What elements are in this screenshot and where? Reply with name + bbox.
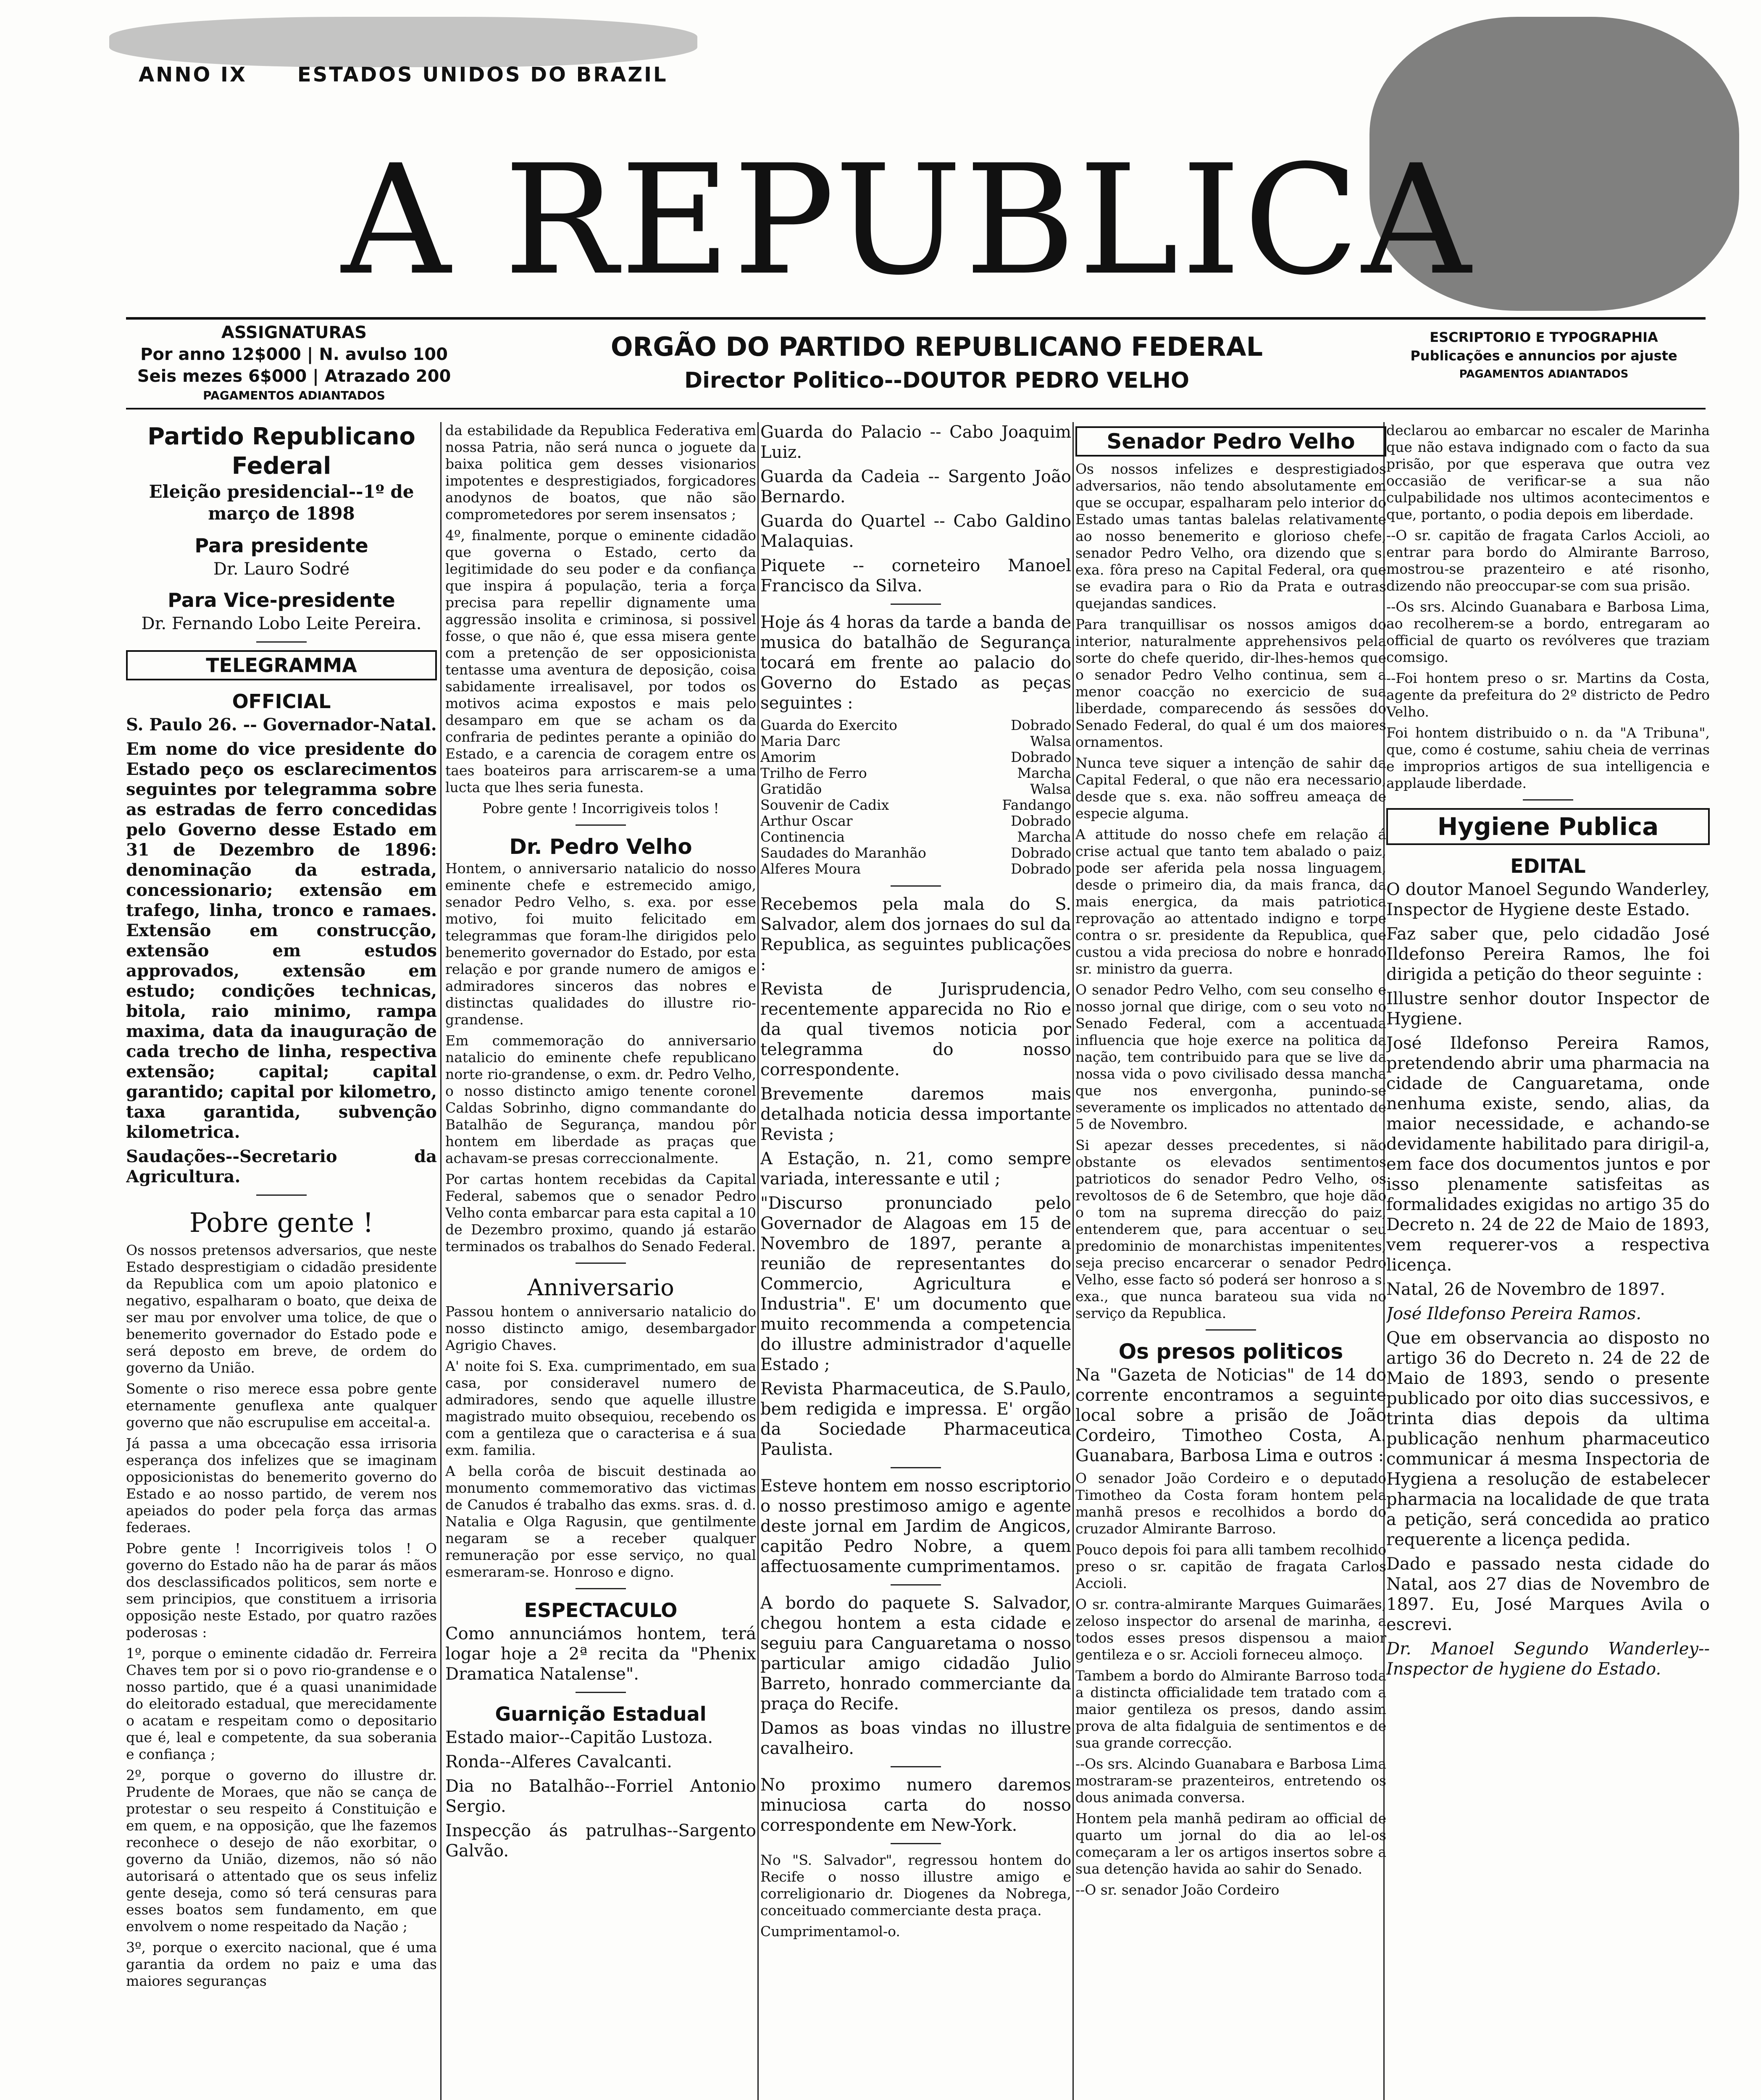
divider: [576, 1263, 626, 1264]
vice-president-name: Dr. Fernando Lobo Leite Pereira.: [141, 614, 422, 633]
pedro-velho-heading: Dr. Pedro Velho: [509, 835, 692, 859]
article-paragraph: Os nossos infelizes e desprestigiados adversarios, não tendo absolutamente em que se occupar, espalharam pelo interior do Estado umas tantas balelas relativamente ao nosso benemerito e glorioso chefe, senador Pedro Velho, ora dizendo que s. exa. fôra preso na Capital Federal, ora que se evadira para o Rio da Prata e outras quejandas sandices.: [1075, 461, 1386, 612]
divider: [576, 824, 626, 826]
article-paragraph: A bella corôa de biscuit destinada ao monumento commemorativo das victimas de Canudos é trabalho das exms. sras. d. d. Natalia e Olga Ragusin, que gentilmente negaram se a receber qualquer remuneração por esse serviço, no qual esmeraram-se. Honroso e digno.: [445, 1463, 756, 1580]
spectacle-heading: ESPECTACULO: [524, 1599, 678, 1622]
article-paragraph: No "S. Salvador", regressou hontem do Recife o nosso illustre amigo e correligionario dr. Diogenes da Nobrega, conceituado commerciante desta praça.: [760, 1852, 1071, 1919]
telegram-signature: Saudações--Secretario da Agricultura.: [126, 1147, 437, 1186]
column-4: [1075, 422, 1386, 2100]
garrison-line: Inspecção ás patrulhas--Sargento Galvão.: [445, 1821, 756, 1861]
garrison-heading: Guarnição Estadual: [495, 1703, 707, 1725]
anniversary-heading: Anniversario: [527, 1274, 674, 1301]
article-paragraph: O senador João Cordeiro e o deputado Timotheo da Costa foram hontem pela manhã presos e recolhidos a bordo do cruzador Almirante Barroso.: [1075, 1470, 1386, 1537]
article-paragraph: --O sr. capitão de fragata Carlos Accioli, ao entrar para bordo do Almirante Barroso, mostrou-se prazenteiro e até risonho, dizendo não preoccupar-se com sua prisão.: [1386, 527, 1710, 594]
article-paragraph: O senador Pedro Velho, com seu conselho e nosso jornal que dirige, com o seu voto no Senado Federal, com a accentuada influencia que hoje exerce na politica da nação, tem contribuido para que se live da nossa vida o povo civilisado dessa mancha que nos envergonha, punindo-se severamente os implicados no attentado de 5 de Novembro.: [1075, 982, 1386, 1132]
article-paragraph: Passou hontem o anniversario natalicio do nosso distincto amigo, desembargador Agrigio Chaves.: [445, 1303, 756, 1353]
piece-genre: Marcha: [1017, 829, 1071, 845]
divider: [891, 1467, 941, 1468]
article-paragraph: Pouco depois foi para alli tambem recolhido preso o sr. capitão de fragata Carlos Accioli.: [1075, 1541, 1386, 1591]
article-paragraph: Revista de Jurisprudencia, recentemente apparecida no Rio e da qual tivemos noticia por telegramma do nosso correspondente.: [760, 979, 1071, 1079]
political-prisoners-heading: Os presos politicos: [1118, 1339, 1343, 1364]
piece-title: Arthur Oscar: [760, 813, 853, 829]
office-line-2: Publicações e annuncios por ajuste: [1410, 348, 1677, 364]
article-paragraph: O doutor Manoel Segundo Wanderley, Inspector de Hygiene deste Estado.: [1386, 880, 1710, 919]
president-label: Para presidente: [194, 534, 368, 557]
divider: [891, 1584, 941, 1586]
article-paragraph: José Ildefonso Pereira Ramos.: [1386, 1304, 1642, 1323]
piece-genre: Dobrado: [1011, 861, 1071, 877]
party-heading: Partido Republicano Federal: [147, 423, 415, 480]
article-paragraph: --O sr. senador João Cordeiro: [1075, 1882, 1280, 1898]
divider: [891, 604, 941, 605]
column-3: [760, 422, 1071, 2100]
piece-title: Guarda do Exercito: [760, 717, 898, 733]
newspaper-title: A REPUBLICA: [341, 139, 1474, 302]
telegram-origin: S. Paulo 26. -- Governador-Natal.: [126, 715, 437, 735]
column-rule: [440, 422, 442, 2100]
article-paragraph: declarou ao embarcar no escaler de Marinha que não estava indignado com o facto da sua prisão, por que esperava que outra vez occasião de verificar-se a sua não culpabilidade nos ultimos acontecimentos e que, portanto, o podia depois em liberdade.: [1386, 422, 1710, 522]
guard-line: Guarda do Palacio -- Cabo Joaquim Luiz.: [760, 423, 1071, 462]
divider: [1206, 1329, 1256, 1331]
article-paragraph: Que em observancia ao disposto no artigo 36 do Decreto n. 24 de 22 de Maio de 1893, sendo o presente publicado por oito dias successivos, e trinta dias depois da ultima publicação nenhum pharmaceutico communicar á mesma Inspectoria de Hygiena a resolução de estabelecer pharmacia na localidade de que trata a petição, será concedida ao pratico requerente a licença pedida.: [1386, 1328, 1710, 1549]
article-paragraph: Esteve hontem em nosso escriptorio o nosso prestimoso amigo e agente deste jornal em Jardim de Angicos, capitão Pedro Nobre, a quem affectuosamente cumprimentamos.: [760, 1476, 1071, 1576]
article-paragraph: da estabilidade da Republica Federativa em nossa Patria, não será nunca o joguete da baixa politica gem desses visionarios impotentes e desprestigiados, forgicadores anodynos de boatos, que não são comprometedores por serem insensatos ;: [445, 422, 756, 522]
divider: [256, 641, 307, 643]
divider: [256, 1194, 307, 1196]
band-paragraph: Hoje ás 4 horas da tarde a banda de musica do batalhão de Segurança tocará em frente ao palacio do Governo do Estado as peças seguintes :: [760, 613, 1071, 713]
volume-number: ANNO IX: [139, 63, 247, 87]
edital-heading: EDITAL: [1510, 855, 1586, 877]
piece-genre: Dobrado: [1011, 749, 1071, 765]
piece-genre: Marcha: [1017, 765, 1071, 781]
article-paragraph: Por cartas hontem recebidas da Capital Federal, sabemos que o senador Pedro Velho conta embarcar para esta capital a 10 de Dezembro proximo, quando já estarão terminados os trabalhos do Senado Federal.: [445, 1171, 756, 1255]
article-paragraph: Si apezar desses precedentes, si não obstante os elevados sentimentos patrioticos do senador Pedro Velho, os revoltosos de 6 de Setembro, que hoje dão o tom na suprema direcção do paiz, entenderem que, para accentuar o seu predominio de monarchistas impenitentes, seja preciso encarcerar o senador Pedro Velho, esse facto só poderá ser honroso a s. exa., que nunca barateou sua vida no serviço da Republica.: [1075, 1137, 1386, 1321]
article-paragraph: Cumprimentamol-o.: [760, 1923, 900, 1940]
column-1: [126, 422, 437, 2100]
piece-genre: Dobrado: [1011, 813, 1071, 829]
article-paragraph: 3º, porque o exercito nacional, que é uma garantia da ordem no paiz e uma das maiores seguranças: [126, 1939, 437, 1989]
telegram-body: Em nome do vice presidente do Estado peço os esclarecimentos seguintes por telegramma sobre as estradas de ferro concedidas pelo Governo desse Estado em 31 de Dezembro de 1896: denominação da estrada, concessionario; extensão em trafego, linha, tronco e ramaes. Extensão em construcção, extensão em estudos approvados, extensão em estudo; condições technicas, bitola, raio minimo, rampa maxima, data da inauguração de cada trecho de linha, respectiva extensão; capital; capital garantido; capital por kilometro, taxa garantida, subvenção kilometrica.: [126, 739, 437, 1142]
article-paragraph: Natal, 26 de Novembro de 1897.: [1386, 1280, 1665, 1299]
piece-genre: Walsa: [1030, 733, 1071, 749]
director-line: Director Politico--DOUTOR PEDRO VELHO: [684, 368, 1190, 393]
article-paragraph: --Os srs. Alcindo Guanabara e Barbosa Lima mostraram-se prazenteiros, entretendo os dous animada conversa.: [1075, 1756, 1386, 1806]
piece-genre: Walsa: [1030, 781, 1071, 797]
article-paragraph: Dr. Manoel Segundo Wanderley--Inspector de hygiene do Estado.: [1386, 1639, 1710, 1679]
article-paragraph: Pobre gente ! Incorrigiveis tolos !: [482, 800, 719, 816]
column-rule: [1072, 422, 1074, 2100]
article-paragraph: Damos as boas vindas no illustre cavalheiro.: [760, 1719, 1071, 1758]
piece-genre: Fandango: [1002, 797, 1071, 813]
article-paragraph: Revista Pharmaceutica, de S.Paulo, bem redigida e impressa. E' orgão da Sociedade Pharmaceutica Paulista.: [760, 1379, 1071, 1459]
article-paragraph: 2º, porque o governo do illustre dr. Prudente de Moraes, que não se cança de protestar o seu respeito á Constituição e em quem, e na opposição, que lhe fazemos reconhece o desejo de não exorbitar, o governo da União, dizemos, não só não autorisará o attentado que os seus infeliz gente deseja, como só terá censuras para esses boatos sem fundamento, em que envolvem o nome respeitado da Nação ;: [126, 1767, 437, 1935]
piece-title: Saudades do Maranhão: [760, 845, 926, 861]
president-name: Dr. Lauro Sodré: [213, 559, 350, 579]
piece-title: Alferes Moura: [760, 861, 861, 877]
official-heading: OFFICIAL: [232, 690, 331, 713]
subscription-box: [126, 322, 462, 406]
piece-title: Maria Darc: [760, 733, 841, 749]
article-paragraph: Pobre gente ! Incorrigiveis tolos ! O governo do Estado não ha de parar ás mãos dos desclassificados politicos, sem norte e sem principios, que constituem a irrisoria opposição neste Estado, por quatro razões poderosas :: [126, 1540, 437, 1641]
stain-top-left: [109, 17, 697, 67]
article-paragraph: Foi hontem distribuido o n. da "A Tribuna", que, como é costume, sahiu cheia de verrinas e improprios artigos de sua intelligencia e applaude liberdade.: [1386, 724, 1710, 791]
divider: [891, 1766, 941, 1767]
senator-heading: Senador Pedro Velho: [1075, 426, 1386, 457]
article-paragraph: No proximo numero daremos minuciosa carta do nosso correspondente em New-York.: [760, 1775, 1071, 1835]
garrison-line: Estado maior--Capitão Lustoza.: [445, 1728, 713, 1747]
divider: [576, 1588, 626, 1589]
subscription-line-2: Seis mezes 6$000 | Atrazado 200: [137, 367, 451, 386]
office-note: PAGAMENTOS ADIANTADOS: [1459, 368, 1629, 381]
article-paragraph: Tambem a bordo do Almirante Barroso toda a distincta officialidade tem tratado com a maior gentileza os presos, dando assim prova de alta fidalguia de sentimentos e de sua grande correcção.: [1075, 1667, 1386, 1751]
article-paragraph: A' noite foi S. Exa. cumprimentado, em sua casa, por consideravel numero de admiradores, sendo que aquelle illustre magistrado muito obsequiou, recebendo os com a gentileza que o caracterisa e á sua exm. familia.: [445, 1358, 756, 1458]
office-box: [1382, 328, 1706, 406]
article-paragraph: Brevemente daremos mais detalhada noticia dessa importante Revista ;: [760, 1084, 1071, 1144]
piece-genre: Dobrado: [1011, 845, 1071, 861]
piece-title: Souvenir de Cadix: [760, 797, 889, 813]
article-paragraph: 4º, finalmente, porque o eminente cidadão que governa o Estado, certo da legitimidade do seu poder e da confiança que inspira á população, teria a força precisa para repellir dignamente uma aggressão insolita e criminosa, si possivel fosse, o que não é, que essa misera gente com a pretenção de ser opposicionista tentasse uma aventura de deposição, coisa sabidamente irrealisavel, por todos os motivos acima expostos e mais pelo desamparo em que se acham os da confraria de pedintes perante a opinião do Estado, e a carencia de coragem entre os taes boateiros para arriscarem-se a uma lucta que lhes seria funesta.: [445, 527, 756, 795]
telegram-heading: TELEGRAMMA: [126, 650, 437, 680]
garrison-line: Ronda--Alferes Cavalcanti.: [445, 1752, 672, 1772]
guard-line: Piquete -- corneteiro Manoel Francisco da Silva.: [760, 556, 1071, 596]
election-line: Eleição presidencial--1º de março de 1898: [149, 481, 414, 524]
article-paragraph: Os nossos pretensos adversarios, que neste Estado desprestigiam o cidadão presidente da Republica com um apoio platonico e negativo, espalharam o boato, que deixa de ser mau por envolver uma tolice, de que o benemerito governador do Estado pode e será deposto em breve, de ordem do governo da União.: [126, 1242, 437, 1376]
column-2: [445, 422, 756, 2100]
public-hygiene-heading: Hygiene Publica: [1386, 808, 1710, 845]
divider: [576, 1692, 626, 1693]
music-program: [760, 717, 1071, 877]
piece-genre: Dobrado: [1011, 717, 1071, 733]
piece-title: Continencia: [760, 829, 845, 845]
article-paragraph: A bordo do paquete S. Salvador, chegou hontem a esta cidade e seguiu para Canguaretama o nosso particular amigo cidadão Julio Barreto, honrado commerciante da praça do Recife.: [760, 1593, 1071, 1714]
piece-title: Amorim: [760, 749, 816, 765]
article-paragraph: Para tranquillisar os nossos amigos do interior, naturalmente apprehensivos pela sorte do chefe querido, dir-lhes-hemos que o senador Pedro Velho continua, sem a menor coacção no exercicio de sua liberdade, comparecendo ás sessões do Senado Federal, do qual é um dos maiores ornamentos.: [1075, 616, 1386, 750]
office-line-1: ESCRIPTORIO E TYPOGRAPHIA: [1430, 329, 1658, 345]
article-paragraph: Recebemos pela mala do S. Salvador, alem dos jornaes do sul da Republica, as seguintes publicações :: [760, 895, 1071, 974]
article-paragraph: Como annunciámos hontem, terá logar hoje a 2ª recita da "Phenix Dramatica Natalense".: [445, 1624, 756, 1684]
column-5: [1386, 422, 1710, 2100]
divider: [891, 885, 941, 887]
article-paragraph: José Ildefonso Pereira Ramos, pretendendo abrir uma pharmacia na cidade de Canguaretama, onde nenhuma existe, sendo, alias, da maior necessidade, e achando-se devidamente habilitado para dirigil-a, em face dos documentos juntos e por isso plenamente satisfeitas as formalidades exigidas no artigo 35 do Decreto n. 24 de 22 de Maio de 1893, vem requerer-vos a respectiva licença.: [1386, 1034, 1710, 1275]
article-paragraph: "Discurso pronunciado pelo Governador de Alagoas em 15 de Novembro de 1897, perante a reunião de representantes do Commercio, Agricultura e Industria". E' um documento que muito recommenda a competencia do illustre administrador d'aquelle Estado ;: [760, 1194, 1071, 1374]
subscription-note: PAGAMENTOS ADIANTADOS: [203, 388, 385, 402]
article-paragraph: A Estação, n. 21, como sempre variada, interessante e util ;: [760, 1149, 1071, 1189]
article-paragraph: O sr. contra-almirante Marques Guimarães, zeloso inspector do arsenal de marinha, a todos esses presos dispensou a maior gentileza e o sr. Accioli forneceu almoço.: [1075, 1596, 1386, 1663]
article-paragraph: Nunca teve siquer a intenção de sahir da Capital Federal, o que não era necessario, desde que s. exa. não soffreu ameaça de especie alguma.: [1075, 755, 1386, 822]
subscription-line-1: Por anno 12$000 | N. avulso 100: [140, 345, 448, 364]
subscription-heading: ASSIGNATURAS: [221, 323, 367, 342]
guard-line: Guarda da Cadeia -- Sargento João Bernardo.: [760, 467, 1071, 507]
piece-title: Trilho de Ferro: [760, 765, 867, 781]
garrison-line: Dia no Batalhão--Forriel Antonio Sergio.: [445, 1777, 756, 1816]
organ-title: ORGÃO DO PARTIDO REPUBLICANO FEDERAL: [610, 331, 1263, 362]
article-paragraph: Em commemoração do anniversario natalicio do eminente chefe republicano norte rio-grandense, o exm. dr. Pedro Velho, o nosso distincto amigo tenente coronel Caldas Sobrinho, digno commandante do Batalhão de Segurança, mandou pôr hontem em liberdade as praças que achavam-se presas correccionalmente.: [445, 1032, 756, 1166]
divider: [891, 1843, 941, 1844]
article-paragraph: Na "Gazeta de Noticias" de 14 do corrente encontramos a seguinte local sobre a prisão de João Cordeiro, Timotheo Costa, A. Guanabara, Barbosa Lima e outros :: [1075, 1365, 1386, 1465]
article-paragraph: --Os srs. Alcindo Guanabara e Barbosa Lima, ao recolherem-se a bordo, entregaram ao official de quarto os revólveres que traziam comsigo.: [1386, 598, 1710, 665]
article-paragraph: Somente o riso merece essa pobre gente eternamente genuflexa ante qualquer governo que não escrupulise em acceital-a.: [126, 1381, 437, 1431]
piece-title: Gratidão: [760, 781, 822, 797]
vice-president-label: Para Vice-presidente: [168, 589, 395, 612]
article-paragraph: Hontem, o anniversario natalicio do nosso eminente chefe e estremecido amigo, senador Pedro Velho, s. exa. por esse motivo, foi muito felicitado em telegrammas que foram-lhe dirigidos pelo benemerito governador do Estado, por esta relação e por grande numero de amigos e admiradores sinceros das nobres e distinctas qualidades do illustre rio-grandense.: [445, 860, 756, 1028]
pobre-gente-heading: Pobre gente !: [189, 1208, 374, 1239]
country-line: ESTADOS UNIDOS DO BRAZIL: [297, 63, 668, 87]
article-paragraph: Faz saber que, pelo cidadão José Ildefonso Pereira Ramos, lhe foi dirigida a petição do theor seguinte :: [1386, 924, 1710, 984]
masthead-topline: [139, 63, 1630, 92]
divider: [1523, 799, 1573, 801]
column-rule: [757, 422, 759, 2100]
organ-box: [504, 330, 1369, 406]
guard-line: Guarda do Quartel -- Cabo Galdino Malaquias.: [760, 512, 1071, 551]
article-paragraph: 1º, porque o eminente cidadão dr. Ferreira Chaves tem por si o povo rio-grandense e o nosso partido, que é a quasi unanimidade do eleitorado estadual, que merecidamente o acatam e respeitam como o depositario que é, leal e competente, da sua soberania e confiança ;: [126, 1645, 437, 1762]
masthead-info-bar: [126, 317, 1706, 410]
article-paragraph: Já passa a uma obcecação essa irrisoria esperança dos infelizes que se imaginam opposicionistas do benemerito governo do Estado e ao nosso partido, de verem nos apeiados do poder pela força das armas federaes.: [126, 1435, 437, 1536]
article-paragraph: Dado e passado nesta cidade do Natal, aos 27 dias de Novembro de 1897. Eu, José Marques Avila o escrevi.: [1386, 1554, 1710, 1634]
article-paragraph: --Foi hontem preso o sr. Martins da Costa, agente da prefeitura do 2º districto de Pedro Velho.: [1386, 670, 1710, 720]
article-paragraph: Illustre senhor doutor Inspector de Hygiene.: [1386, 989, 1710, 1029]
article-paragraph: A attitude do nosso chefe em relação á crise actual que tanto tem abalado o paiz, pode ser aferida pela nossa linguagem, desde o primeiro dia, da mais franca, da mais energica, da mais patriotica reprovação ao attentado indigno e torpe contra o sr. presidente da Republica, que custou a vida preciosa do nobre e honrado sr. ministro da guerra.: [1075, 826, 1386, 977]
article-paragraph: Hontem pela manhã pediram ao official de quarto um jornal do dia ao lel-os começaram a ler os artigos insertos sobre a sua detenção havida ao sahir do Senado.: [1075, 1810, 1386, 1877]
